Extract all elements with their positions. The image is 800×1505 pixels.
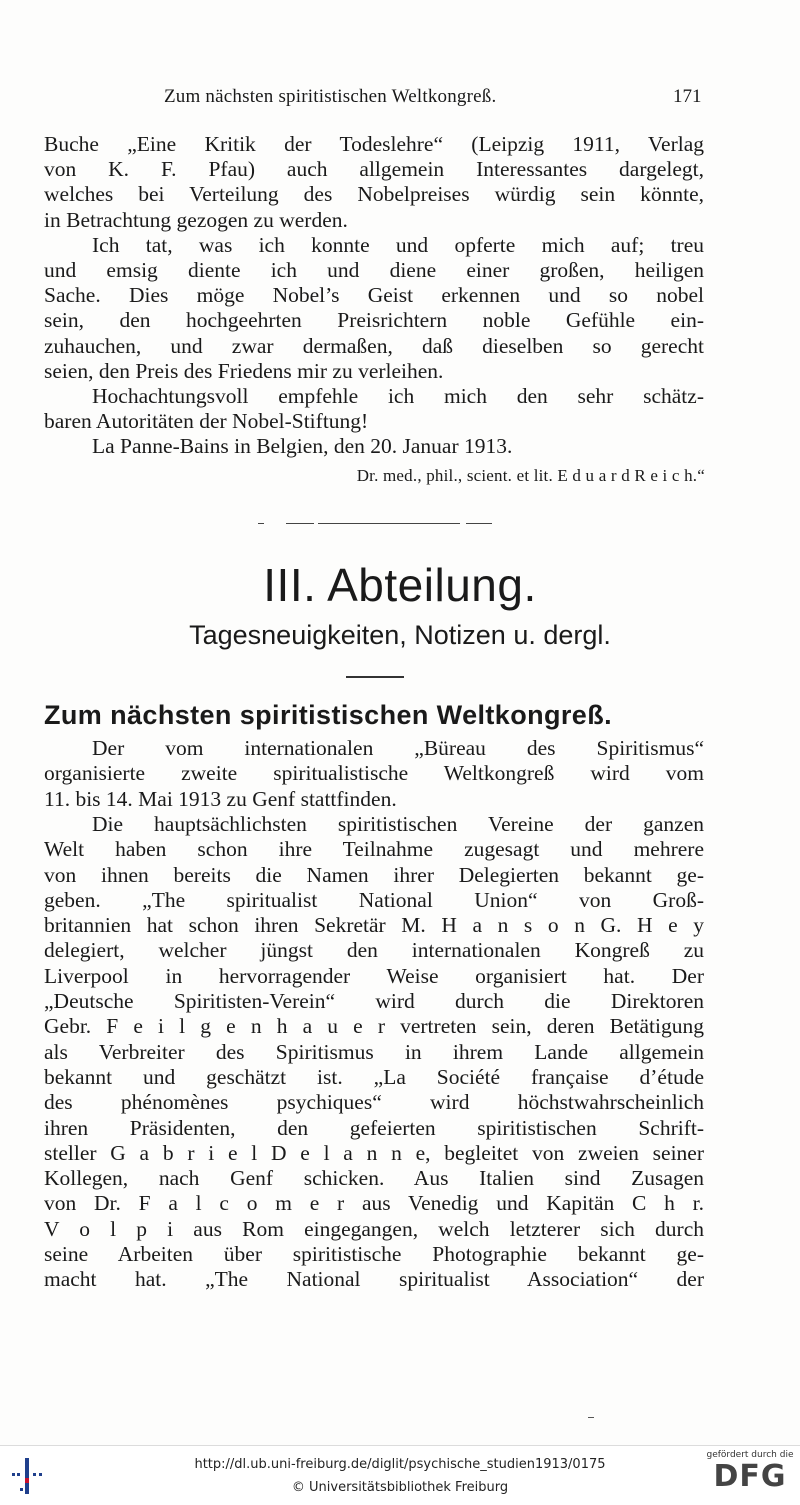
dfg-tagline: gefördert durch die <box>706 1450 794 1460</box>
text-line: Die hauptsächlichsten spiritistischen Vereine der ganzen <box>92 811 704 836</box>
text-line: zuhauchen, und zwar dermaßen, daß dieselben so gerecht <box>44 333 704 358</box>
text-line: La Panne-Bains in Belgien, den 20. Januar 1913. <box>92 434 513 459</box>
text-line: ihren Präsidenten, den gefeierten spiritistischen Schrift- <box>44 1115 704 1140</box>
page-number: 171 <box>673 86 702 107</box>
text-line: sein, den hochgeehrten Preisrichtern noble Gefühle ein- <box>44 308 704 333</box>
text-line: geben. „The spiritualist National Union“ von Groß- <box>44 887 704 912</box>
text-line: Gebr. F e i l g e n h a u e r vertreten sein, deren Betätigung <box>44 1014 704 1039</box>
text-line: 11. bis 14. Mai 1913 zu Genf stattfinden. <box>44 786 397 811</box>
section-divider <box>318 523 460 524</box>
section-divider <box>466 523 492 524</box>
text-line: Liverpool in hervorragender Weise organisiert hat. Der <box>44 963 704 988</box>
document-url[interactable]: http://dl.ub.uni-freiburg.de/diglit/psychische_studien1913/0175 <box>194 1457 606 1472</box>
dfg-logo <box>706 1450 794 1502</box>
text-line: von Dr. F a l c o m e r aus Venedig und Kapitän C h r. <box>44 1191 704 1216</box>
text-line: delegiert, welcher jüngst den internationalen Kongreß zu <box>44 938 704 963</box>
text-line: von ihnen bereits die Namen ihrer Delegierten bekannt ge- <box>44 862 704 887</box>
text-line: macht hat. „The National spiritualist Association“ der <box>44 1267 704 1292</box>
text-line: welches bei Verteilung des Nobelpreises würdig sein könnte, <box>44 182 704 207</box>
text-line: seine Arbeiten über spiritistische Photographie bekannt ge- <box>44 1242 704 1266</box>
section-divider <box>286 523 314 524</box>
running-title: Zum nächsten spiritistischen Weltkongreß. <box>164 86 497 107</box>
page-mark <box>588 1417 594 1418</box>
text-line: Hochachtungsvoll empfehle ich mich den sehr schätz- <box>92 384 704 408</box>
article-title: Zum nächsten spiritistischen Weltkongreß. <box>44 700 613 730</box>
text-line: britannien hat schon ihren Sekretär M. H a n s o n G. H e y <box>44 913 704 938</box>
text-line: Welt haben schon ihre Teilnahme zugesagt und mehrere <box>44 837 704 862</box>
text-line: als Verbreiter des Spiritismus in ihrem Lande allgemein <box>44 1039 704 1064</box>
text-line: Sache. Dies möge Nobel’s Geist erkennen und so nobel <box>44 283 704 308</box>
text-line: Der vom internationalen „Büreau des Spiritismus“ <box>92 736 704 760</box>
text-line: und emsig diente ich und diene einer großen, heiligen <box>44 258 704 282</box>
text-line: seien, den Preis des Friedens mir zu verleihen. <box>44 358 444 383</box>
text-line: Ich tat, was ich konnte und opferte mich auf; treu <box>92 232 704 257</box>
dfg-logo-text: DFG <box>713 1459 787 1494</box>
text-line: in Betrachtung gezogen zu werden. <box>44 207 348 232</box>
text-line: „Deutsche Spiritisten-Verein“ wird durch die Direktoren <box>44 989 704 1013</box>
text-line: Kollegen, nach Genf schicken. Aus Italien sind Zusagen <box>44 1166 704 1191</box>
copyright-notice: © Universitätsbibliothek Freiburg <box>291 1480 509 1495</box>
viewer-footer <box>0 1445 800 1505</box>
text-line: des phénomènes psychiques“ wird höchstwahrscheinlich <box>44 1090 704 1115</box>
text-line: Buche „Eine Kritik der Todeslehre“ (Leipzig 1911, Verlag <box>44 132 704 156</box>
section-divider <box>258 523 264 524</box>
text-line: organisierte zweite spiritualistische Weltkongreß wird vom <box>44 761 704 786</box>
heading-rule <box>346 676 404 678</box>
text-line: bekannt und geschätzt ist. „La Société française d’étude <box>44 1064 704 1089</box>
text-line: steller G a b r i e l D e l a n n e, begleitet von zweien seiner <box>44 1140 704 1165</box>
signature-line: Dr. med., phil., scient. et lit. E d u a r d R e i c h.“ <box>356 466 705 485</box>
text-line: von K. F. Pfau) auch allgemein Interessantes dargelegt, <box>44 157 704 182</box>
text-line: V o l p i aus Rom eingegangen, welch letzterer sich durch <box>44 1216 704 1241</box>
text-line: baren Autoritäten der Nobel-Stiftung! <box>44 409 369 434</box>
section-subheading: Tagesneuigkeiten, Notizen u. dergl. <box>189 620 611 650</box>
section-heading: III. Abteilung. <box>263 559 537 611</box>
